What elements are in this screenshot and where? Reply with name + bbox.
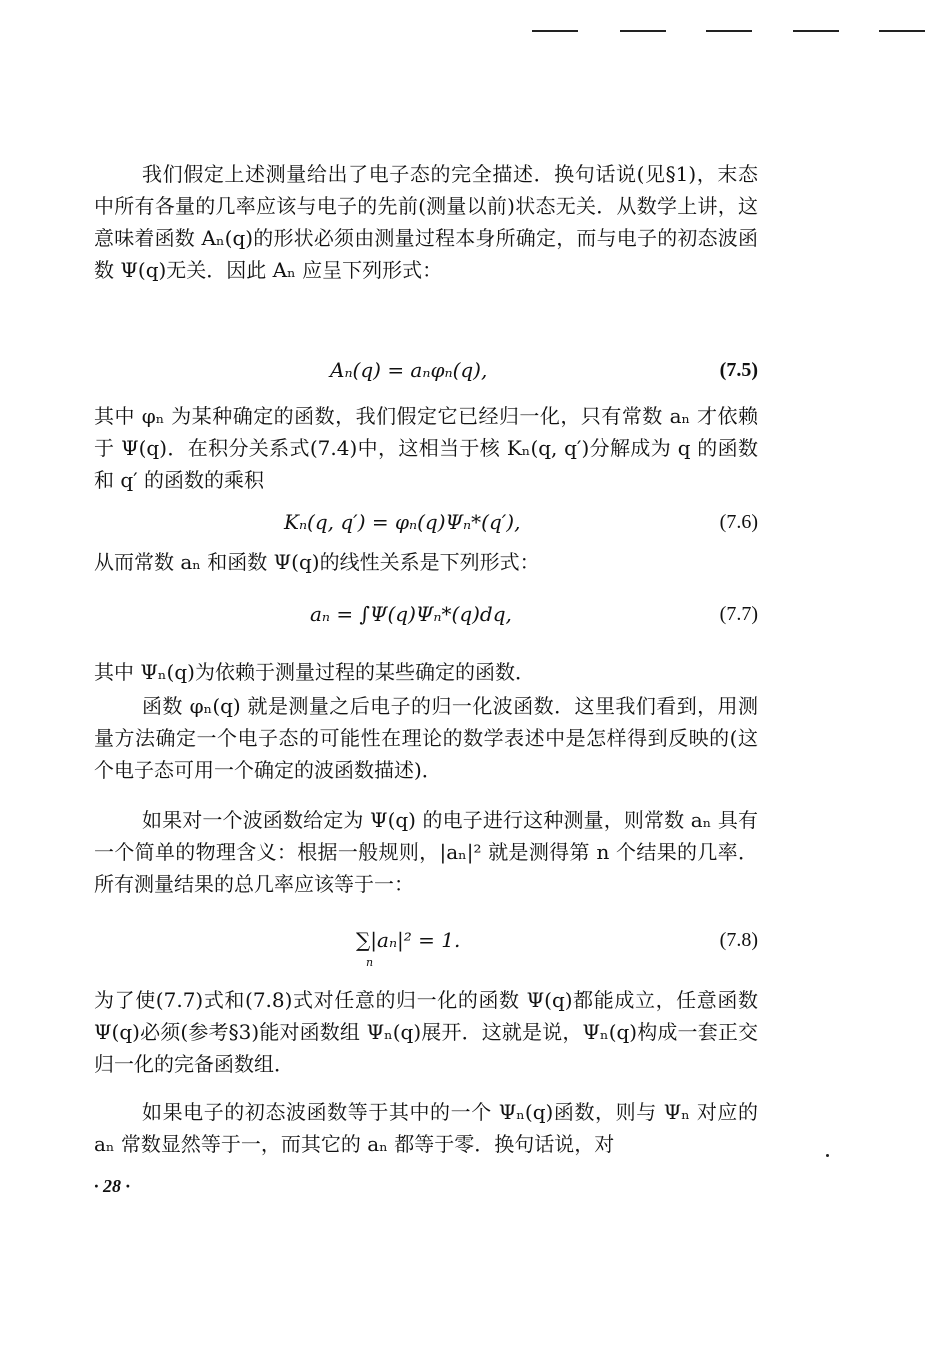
paragraph-1: 我们假定上述测量给出了电子态的完全描述．换句话说(见§1)，末态中所有各量的几率应该与电子的先前(测量以前)状态无关．从数学上讲，这意味着函数 Aₙ(q)的形状必须由测量过程本身所确定，而与电子的初态波函数 Ψ(q)无关．因此 Aₙ 应呈下列形式： — [94, 162, 758, 282]
equation-7-6-expression: Kₙ(q, q′) = φₙ(q)Ψₙ*(q′), — [284, 510, 521, 534]
equation-7-8 — [94, 922, 758, 969]
paragraph-2: 其中 φₙ 为某种确定的函数，我们假定它已经归一化，只有常数 aₙ 才依赖于 Ψ(q)．在积分关系式(7.4)中，这相当于核 Kₙ(q, q′)分解成为 q 的函数和 q′ 的函数的乘积 — [94, 404, 758, 492]
paragraph-3: 从而常数 aₙ 和函数 Ψ(q)的线性关系是下列形式： — [94, 550, 540, 574]
equation-7-7-number: (7.7) — [719, 603, 758, 625]
paragraph-5: 函数 φₙ(q) 就是测量之后电子的归一化波函数．这里我们看到，用测量方法确定一个电子态的可能性在理论的数学表述中是怎样得到反映的(这个电子态可用一个确定的波函数描述)． — [94, 694, 758, 782]
header-rule-3 — [706, 30, 752, 32]
page-number: · 28 · — [94, 1176, 130, 1196]
paragraph-6: 如果对一个波函数给定为 Ψ(q) 的电子进行这种测量，则常数 aₙ 具有一个简单的物理含义：根据一般规则，|aₙ|² 就是测得第 n 个结果的几率．所有测量结果的总几率应该等于一： — [94, 808, 758, 896]
equation-7-5-number: (7.5) — [719, 359, 758, 381]
header-rule-1 — [532, 30, 578, 32]
equation-7-8-expression: ∑|aₙ|² = 1. — [356, 928, 461, 952]
header-rule-2 — [620, 30, 666, 32]
equation-7-6 — [94, 504, 758, 540]
equation-7-7 — [94, 596, 758, 632]
equation-7-6-number: (7.6) — [719, 511, 758, 533]
equation-7-5-expression: Aₙ(q) = aₙφₙ(q), — [330, 358, 488, 382]
equation-7-5 — [94, 352, 758, 388]
header-rule-4 — [793, 30, 839, 32]
equation-7-8-sum-index: n — [366, 956, 374, 969]
paragraph-4: 其中 Ψₙ(q)为依赖于测量过程的某些确定的函数． — [94, 660, 535, 684]
paragraph-8: 如果电子的初态波函数等于其中的一个 Ψₙ(q)函数，则与 Ψₙ 对应的 aₙ 常数显然等于一，而其它的 aₙ 都等于零．换句话说，对 — [94, 1100, 758, 1156]
paragraph-7: 为了使(7.7)式和(7.8)式对任意的归一化的函数 Ψ(q)都能成立，任意函数 Ψ(q)必须(参考§3)能对函数组 Ψₙ(q)展开．这就是说，Ψₙ(q)构成一套正交归一化的完备函数组． — [94, 988, 758, 1076]
equation-7-8-number: (7.8) — [719, 929, 758, 951]
equation-7-7-expression: aₙ = ∫Ψ(q)Ψₙ*(q)dq, — [310, 602, 512, 626]
margin-speck — [826, 1154, 829, 1157]
header-rule-5 — [879, 30, 925, 32]
